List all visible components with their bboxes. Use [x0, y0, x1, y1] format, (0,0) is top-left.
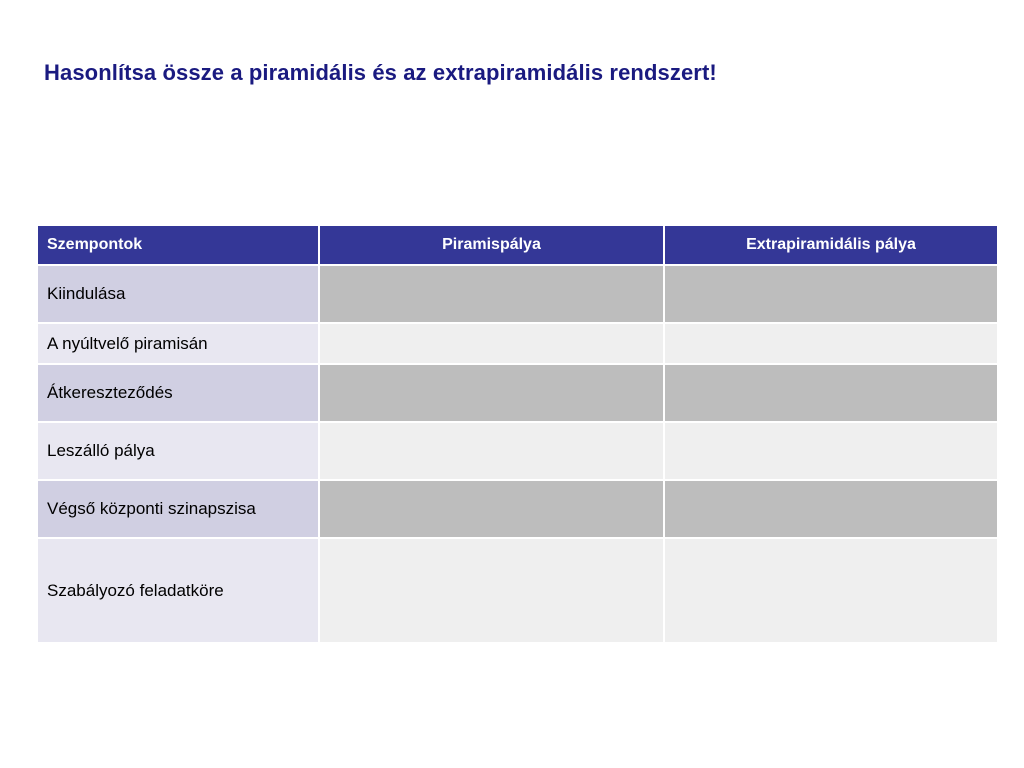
- answer-cell-extrapyramidal[interactable]: [664, 538, 998, 643]
- row-label: Végső központi szinapszisa: [37, 480, 319, 538]
- answer-cell-pyramidal[interactable]: [319, 323, 664, 364]
- answer-cell-pyramidal[interactable]: [319, 265, 664, 323]
- row-label: Átkereszteződés: [37, 364, 319, 422]
- answer-cell-extrapyramidal[interactable]: [664, 364, 998, 422]
- table-row: [37, 480, 998, 538]
- row-label: Leszálló pálya: [37, 422, 319, 480]
- column-header-extrapyramidal: Extrapiramidális pálya: [664, 225, 998, 265]
- table-row: [37, 265, 998, 323]
- row-label: Kiindulása: [37, 265, 319, 323]
- table-row: [37, 422, 998, 480]
- answer-cell-extrapyramidal[interactable]: [664, 265, 998, 323]
- table-row: [37, 538, 998, 643]
- page-title: Hasonlítsa össze a piramidális és az extrapiramidális rendszert!: [44, 60, 717, 85]
- column-header-pyramidal: Piramispálya: [319, 225, 664, 265]
- row-label: A nyúltvelő piramisán: [37, 323, 319, 364]
- table-row: [37, 323, 998, 364]
- answer-cell-extrapyramidal[interactable]: [664, 480, 998, 538]
- answer-cell-extrapyramidal[interactable]: [664, 422, 998, 480]
- column-header-criteria: Szempontok: [37, 225, 319, 265]
- answer-cell-pyramidal[interactable]: [319, 480, 664, 538]
- table-row: [37, 364, 998, 422]
- comparison-table: [36, 224, 999, 644]
- answer-cell-pyramidal[interactable]: [319, 422, 664, 480]
- row-label: Szabályozó feladatköre: [37, 538, 319, 643]
- answer-cell-pyramidal[interactable]: [319, 364, 664, 422]
- table-header-row: [37, 225, 998, 265]
- answer-cell-pyramidal[interactable]: [319, 538, 664, 643]
- answer-cell-extrapyramidal[interactable]: [664, 323, 998, 364]
